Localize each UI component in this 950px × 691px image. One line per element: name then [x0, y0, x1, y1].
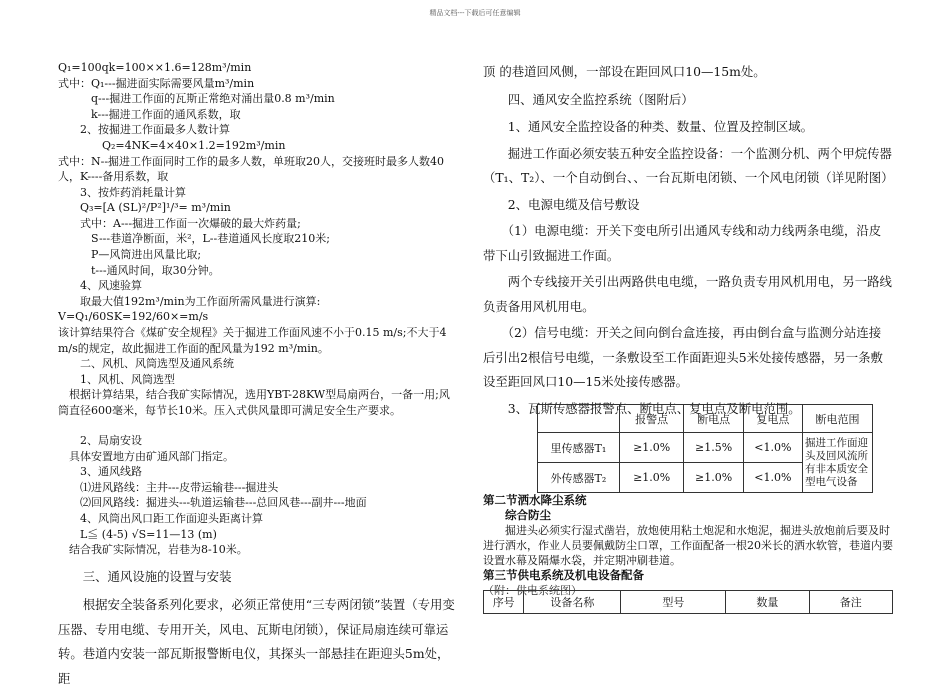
sensor-table	[537, 404, 873, 493]
formula-q2: Q₂=4NK=4×40×1.2=192m³/min	[58, 138, 286, 152]
table-header: 设备名称	[524, 591, 621, 614]
heading-3: 3、按炸药消耗量计算	[58, 185, 186, 199]
table-header: 型号	[621, 591, 726, 614]
text-paragraph: （2）信号电缆：开关之间向倒台盒连接，再由倒台盒与监测分站连接后引出2根信号电缆，一条敷设至工作面距迎头5米处接传感器，另一条敷设至距回风口10—15米处接传感器。	[483, 325, 883, 389]
table-cell: <1.0%	[743, 463, 802, 493]
text-paragraph: 掘进头必须实行湿式凿岩，放炮使用粘土炮泥和水炮泥，掘进头放炮前后要及时进行洒水，作业人员要佩戴防尘口罩，工作面配备一根20米长的洒水软管，巷道内要设置水幕及隔爆水袋，并定期冲刷巷道。	[483, 524, 893, 567]
table-header: 断电范围	[802, 405, 872, 433]
text-paragraph: 顶 的巷道回风侧，一部设在距回风口10—15m处。	[483, 64, 766, 79]
table-cell: ≥1.0%	[619, 463, 684, 493]
right-column	[483, 60, 893, 421]
heading-3: 3、通风线路	[58, 465, 142, 479]
section-heading: 四、通风安全监控系统（图附后）	[483, 91, 694, 107]
table-cell: ≥1.0%	[619, 433, 684, 463]
table-cell-range: 掘进工作面迎头及回风流所有非本质安全型电气设备	[802, 433, 872, 493]
text-line: 式中：Q₁---掘进面实际需要风量m³/min	[58, 76, 255, 90]
table-header: 报警点	[619, 405, 684, 433]
text-line: 结合我矿实际情况，岩巷为8-10米。	[58, 543, 248, 557]
text-line: ⑵回风路线：掘进头---轨道运输巷---总回风巷---副井---地面	[58, 496, 367, 510]
text-line: ⑴进风路线：主井---皮带运输巷---掘进头	[58, 480, 279, 494]
table-cell: 里传感器T₁	[538, 433, 620, 463]
heading-2: 2、电源电缆及信号敷设	[483, 196, 640, 212]
heading-4: 4、风速验算	[58, 279, 142, 293]
text-paragraph: （1）电源电缆：开关下变电所引出通风专线和动力线两条电缆，沿皮带下山引致掘进工作面。	[483, 223, 882, 263]
text-line: k---掘进工作面的通风系数，取	[58, 107, 241, 121]
text-line: S---巷道净断面，米²，L--巷道通风长度取210米;	[58, 232, 330, 246]
heading-1: 1、风机、风筒选型	[58, 372, 175, 386]
page-header: 精品文档---下载后可任意编辑	[429, 9, 521, 17]
text-line: 该计算结果符合《煤矿安全规程》关于掘进工作面风速不小于0.15 m/s;不大于4 m/s的规定，故此掘进工作面的配风量为192 m³/min。	[58, 325, 447, 355]
subsection-title: 综合防尘	[505, 508, 551, 522]
table-header: 复电点	[743, 405, 802, 433]
heading-2: 2、局扇安设	[58, 434, 142, 448]
formula-q1: Q₁=100qk=100××1.6=128m³/min	[58, 61, 252, 74]
table-cell: ≥1.0%	[684, 463, 743, 493]
table-header: 序号	[484, 591, 524, 614]
text-line: 根据计算结果，结合我矿实际情况，选用YBT-28KW型局扇两台，一备一用;风筒直径600毫米，每节长10米。压入式供风量即可满足安全生产要求。	[58, 388, 450, 417]
table-cell: 外传感器T₂	[538, 463, 620, 493]
text-paragraph: 掘进工作面必须安装五种安全监控设备：一个监测分机、两个甲烷传器（T₁、T₂）、一个自动倒台、、一台瓦斯电闭锁、一个风电闭锁（详见附图）	[483, 145, 894, 185]
table-header: 断电点	[684, 405, 743, 433]
text-line: q---掘进工作面的瓦斯正常绝对涌出量0.8 m³/min	[58, 92, 335, 106]
text-line: 式中：A---掘进工作面一次爆破的最大炸药量;	[58, 216, 301, 230]
section-dust	[483, 493, 898, 598]
heading-2: 2、按掘进工作面最多人数计算	[58, 123, 230, 137]
table-cell: ≥1.5%	[684, 433, 743, 463]
text-paragraph: 两个专线接开关引出两路供电电缆，一路负责专用风机用电，另一路线负责备用风机用电。	[483, 274, 892, 314]
text-line: 式中：N--掘进工作面同时工作的最多人数，单班取20人，交接班时最多人数40人，K----备用系数，取	[58, 154, 445, 184]
section-heading: 三、通风设施的设置与安装	[58, 568, 232, 584]
heading-1: 1、通风安全监控设备的种类、数量、位置及控制区域。	[483, 119, 814, 134]
section-heading: 二、风机、风筒选型及通风系统	[58, 356, 234, 370]
section-title: 第三节供电系统及机电设备配备	[483, 568, 644, 582]
text-line: t---通风时间，取30分钟。	[58, 263, 220, 277]
left-column	[58, 60, 458, 691]
formula-v: V=Q₁/60SK=192/60×=m/s	[58, 310, 209, 324]
section-title: 第二节洒水降尘系统	[483, 493, 587, 507]
heading-4: 4、风筒出风口距工作面迎头距离计算	[58, 512, 263, 526]
formula-l: L≦ (4-5) √S=11—13 (m)	[58, 527, 217, 541]
table-cell: <1.0%	[743, 433, 802, 463]
table-header	[538, 405, 620, 433]
table-header: 数量	[726, 591, 809, 614]
text-line: 取最大值192m³/min为工作面所需风量进行演算:	[58, 294, 321, 308]
text-line: P—风筒进出风量比取;	[58, 247, 202, 261]
table-header: 备注	[809, 591, 892, 614]
heading-3: 3、瓦斯传感器报警点、断电点、复电点及断电范围。	[483, 400, 801, 416]
formula-q3: Q₃=[A (SL)²/P²]¹/³= m³/min	[58, 201, 231, 215]
text-paragraph: 根据安全装备系列化要求，必须正常使用“三专两闭锁”装置（专用变压器、专用电缆、专用开关，风电、瓦斯电闭锁），保证局扇连续可靠运转。巷道内安装一部瓦斯报警断电仪，其探头一部悬挂在距迎头5m处，距	[58, 597, 455, 686]
note: （附：供电系统图）	[483, 584, 582, 597]
equipment-table	[483, 590, 893, 614]
text-line: 具体安置地方由矿通风部门指定。	[58, 449, 234, 463]
